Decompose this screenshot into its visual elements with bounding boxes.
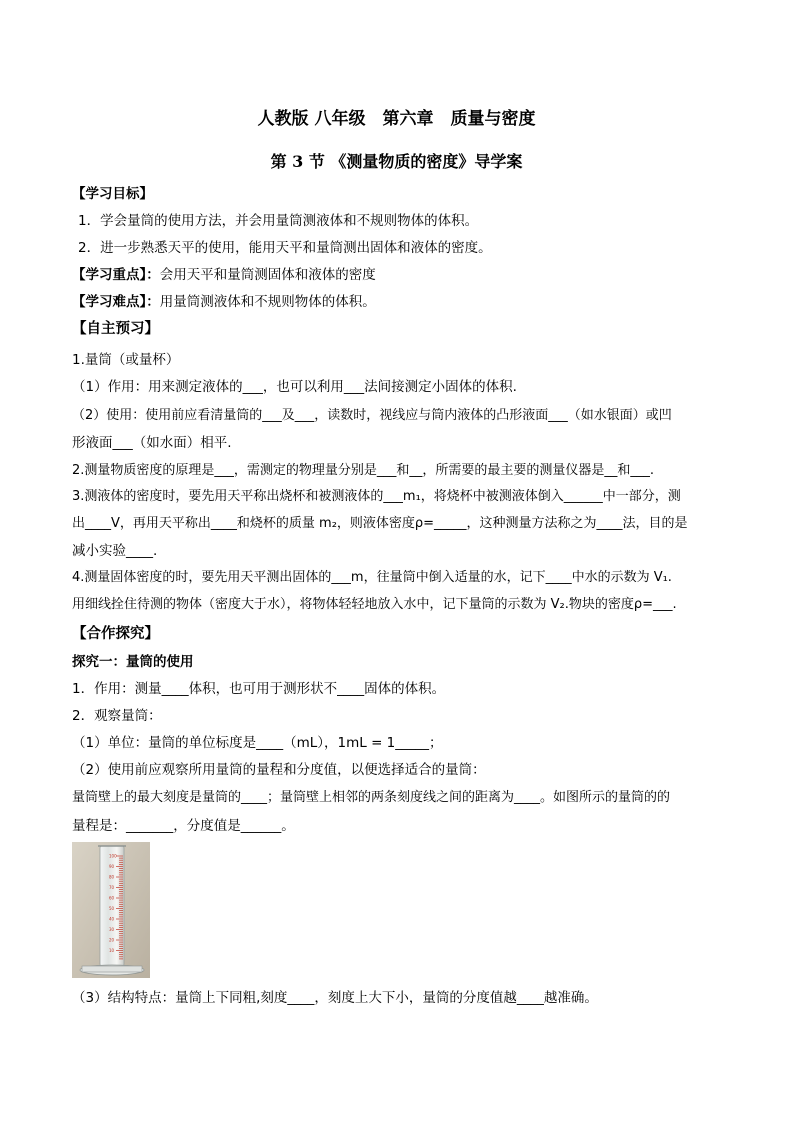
scale-label: 10 xyxy=(109,948,115,953)
inquiry-line: （2）使用前应观察所用量筒的量程和分度值，以便选择适合的量筒： xyxy=(72,762,486,778)
scale-label: 20 xyxy=(109,937,115,943)
page-subtitle: 第 3 节 《测量物质的密度》导学案 xyxy=(270,152,523,171)
key-point-text: 会用天平和量筒测固体和液体的密度 xyxy=(159,267,376,283)
scale-label: 60 xyxy=(109,895,115,901)
objective-item: 1．学会量筒的使用方法，并会用量筒测液体和不规则物体的体积。 xyxy=(78,213,479,229)
inquiry-line: 量程是：_______，分度值是______。 xyxy=(72,818,295,834)
preview-line: 1.量筒（或量杯） xyxy=(72,352,180,368)
key-point-label: 【学习重点】： xyxy=(72,267,160,283)
inquiry-heading: 【合作探究】 xyxy=(72,626,159,642)
preview-line: 形液面___（如水面）相平. xyxy=(72,435,232,451)
difficulty xyxy=(72,293,376,311)
scale-label: 40 xyxy=(109,916,115,922)
inquiry-line: 量筒壁上的最大刻度是量筒的____；量筒壁上相邻的两条刻度线之间的距离为____。如图所示的量筒的的 xyxy=(72,790,671,805)
inquiry-line: 2．观察量筒： xyxy=(72,708,162,724)
scale-label: 90 xyxy=(109,864,115,869)
key-point xyxy=(72,266,376,284)
preview-line: 出____V，再用天平称出____和烧杯的质量 m₂，则液体密度ρ=_____，这种测量方法称之为____法，目的是 xyxy=(72,516,688,531)
preview-line: （1）作用：用来测定液体的___，也可以利用___法间接测定小固体的体积. xyxy=(72,379,517,395)
scale-label: 30 xyxy=(109,927,115,932)
objectives-heading: 【学习目标】 xyxy=(72,186,153,202)
preview-line: 减小实验____. xyxy=(72,543,158,559)
difficulty-label: 【学习难点】： xyxy=(72,294,160,310)
inquiry-line: （1）单位：量筒的单位标度是____（mL），1mL = 1_____； xyxy=(72,735,443,751)
structure-line: （3）结构特点：量筒上下同粗,刻度____，刻度上大下小，量筒的分度值越____越准确。 xyxy=(72,990,598,1006)
inquiry-line: 1．作用：测量____体积，也可用于测形状不____固体的体积。 xyxy=(72,681,446,697)
objective-item: 2．进一步熟悉天平的使用，能用天平和量筒测出固体和液体的密度。 xyxy=(78,240,492,256)
inquiry-subheading: 探究一：量筒的使用 xyxy=(72,654,194,670)
graduated-cylinder-photo-icon xyxy=(72,842,150,978)
preview-heading: 【自主预习】 xyxy=(72,321,159,337)
page-title: 人教版 八年级 第六章 质量与密度 xyxy=(257,109,536,129)
preview-line: 4.测量固体密度的时，要先用天平测出固体的___m，往量筒中倒入适量的水，记下____中水的示数为 V₁. xyxy=(72,570,672,585)
scale-label: 80 xyxy=(109,874,115,880)
scale-label: 50 xyxy=(109,906,115,911)
difficulty-text: 用量筒测液体和不规则物体的体积。 xyxy=(159,294,376,310)
scale-label: 70 xyxy=(109,885,115,890)
preview-line: 2.测量物质密度的原理是___，需测定的物理量分别是___和__，所需要的最主要的测量仪器是__和___. xyxy=(72,463,655,478)
preview-line: （2）使用：使用前应看清量筒的___及___，读数时，视线应与筒内液体的凸形液面___（如水银面）或凹 xyxy=(72,408,672,423)
scale-label: 100 xyxy=(109,853,117,859)
preview-line: 用细线拴住待测的物体（密度大于水），将物体轻轻地放入水中，记下量筒的示数为 V₂.物块的密度ρ=___. xyxy=(72,597,677,612)
preview-line: 3.测液体的密度时，要先用天平称出烧杯和被测液体的___m₁，将烧杯中被测液体倒入______中一部分，测 xyxy=(72,489,681,504)
